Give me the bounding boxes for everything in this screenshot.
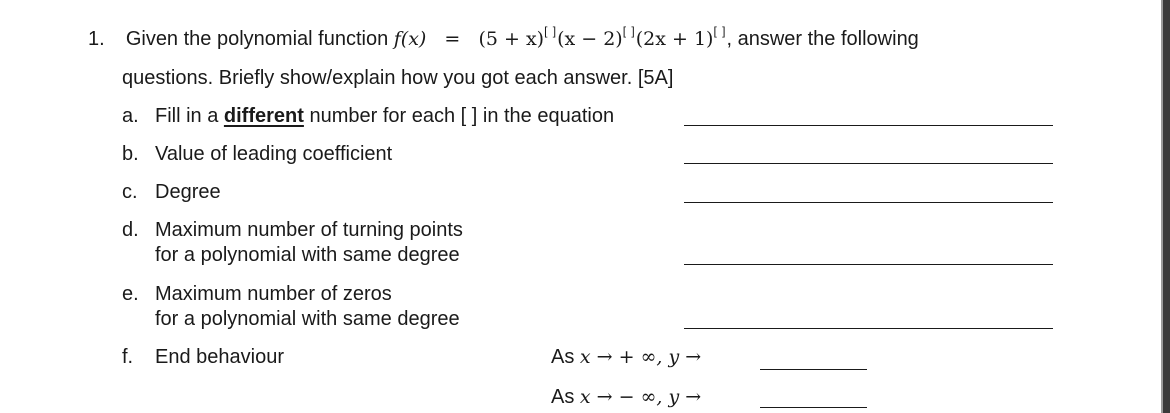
item-d-letter: d. — [122, 219, 139, 241]
item-e-line-1: Maximum number of zeros — [155, 283, 392, 305]
answer-blank-d[interactable] — [684, 264, 1053, 265]
factor-2: (x − 2) — [557, 28, 623, 50]
function-lhs: f(x) — [393, 28, 427, 50]
answer-blank-a[interactable] — [684, 125, 1053, 126]
factor-3: (2x + 1) — [635, 28, 714, 50]
item-b-text: Value of leading coefficient — [155, 143, 393, 165]
end-behaviour-row-2-prefix: As — [551, 386, 575, 408]
end-behaviour-row-1 — [551, 345, 701, 369]
question-tail: , answer the following — [726, 28, 919, 50]
answer-blank-f-negative[interactable] — [760, 407, 867, 408]
question-line-2: questions. Briefly show/explain how you got each answer. [5A] — [122, 67, 674, 89]
item-c-letter: c. — [122, 181, 138, 203]
exponent-blank-3[interactable]: [ ] — [713, 24, 727, 38]
item-e-letter: e. — [122, 283, 139, 305]
equals-sign: = — [444, 28, 461, 50]
end-behaviour-row-1-prefix: As — [551, 346, 575, 368]
question-line-1 — [88, 24, 919, 53]
answer-blank-c[interactable] — [684, 202, 1053, 203]
item-d-line-2: for a polynomial with same degree — [155, 244, 460, 266]
item-a-text — [155, 104, 614, 129]
item-d-line-1: Maximum number of turning points — [155, 219, 463, 241]
answer-blank-b[interactable] — [684, 163, 1053, 164]
end-behaviour-row-2 — [551, 385, 701, 409]
answer-blank-e[interactable] — [684, 328, 1053, 329]
item-a-emphasis: different — [223, 105, 304, 127]
item-e-line-2: for a polynomial with same degree — [155, 308, 460, 330]
factor-1: (5 + x) — [478, 28, 545, 50]
function-expression — [393, 24, 727, 50]
end-behaviour-row-1-expr: x → + ∞, y → — [579, 346, 702, 368]
item-c-text: Degree — [155, 181, 221, 203]
window-edge-bar — [1163, 0, 1170, 413]
item-a-letter: a. — [122, 105, 139, 127]
item-a-text-after: number for each [ ] in the equation — [303, 105, 615, 127]
item-b-letter: b. — [122, 143, 139, 165]
item-f-letter: f. — [122, 346, 134, 368]
item-a-text-before: Fill in a — [155, 105, 224, 127]
question-intro: Given the polynomial function — [125, 28, 389, 50]
end-behaviour-row-2-expr: x → − ∞, y → — [579, 386, 702, 408]
item-f-text: End behaviour — [155, 346, 284, 368]
answer-blank-f-positive[interactable] — [760, 369, 867, 370]
exponent-blank-1[interactable]: [ ] — [544, 24, 558, 38]
question-number: 1. — [88, 28, 105, 50]
exponent-blank-2[interactable]: [ ] — [622, 24, 636, 38]
